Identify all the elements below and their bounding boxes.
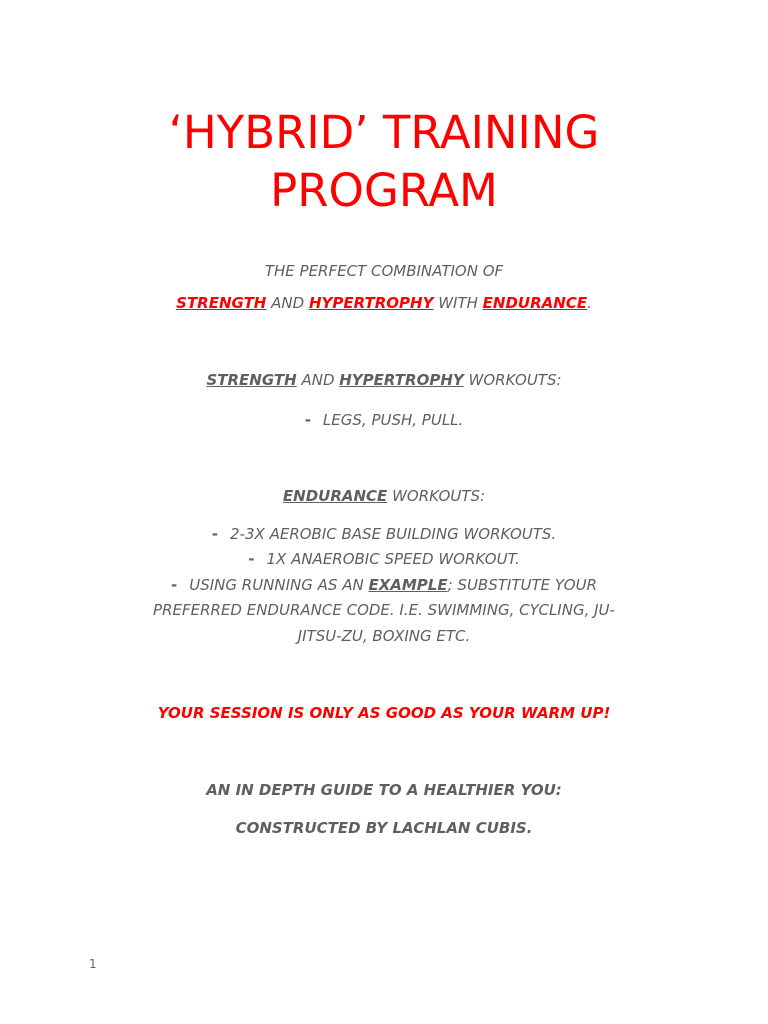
subtitle-line-2 — [0, 293, 768, 313]
strength-heading-strength: STRENGTH — [206, 371, 297, 389]
endurance-list-item-2 — [0, 549, 768, 569]
endurance-item-2-text: 1X ANAEROBIC SPEED WORKOUT. — [266, 550, 520, 568]
strength-list-item — [0, 410, 768, 430]
strength-heading-and: AND — [296, 371, 340, 389]
endurance-item-3-line-2: PREFERRED ENDURANCE CODE. I.E. SWIMMING, CYCLING, JU- — [153, 601, 615, 619]
bullet-dash: - — [304, 411, 311, 429]
subtitle-endurance: ENDURANCE — [482, 294, 588, 312]
guide-line: AN IN DEPTH GUIDE TO A HEALTHIER YOU: — [206, 781, 562, 799]
endurance-item-3-text-a: USING RUNNING AS AN — [189, 576, 369, 594]
endurance-item-3-line-3: JITSU-ZU, BOXING ETC. — [297, 627, 471, 645]
endurance-section-heading — [0, 486, 768, 506]
endurance-list-item-3 — [0, 575, 768, 595]
strength-heading-workouts: WORKOUTS: — [463, 371, 562, 389]
strength-heading-hypertrophy: HYPERTROPHY — [339, 371, 464, 389]
document-title-line-2: PROGRAM — [270, 164, 498, 217]
page-number: 1 — [89, 957, 97, 971]
subtitle-strength: STRENGTH — [176, 294, 267, 312]
bullet-dash: - — [171, 576, 178, 594]
bullet-dash: - — [248, 550, 255, 568]
subtitle-and: AND — [266, 294, 309, 312]
subtitle-with: WITH — [433, 294, 483, 312]
subtitle-line-1: THE PERFECT COMBINATION OF — [264, 262, 504, 280]
document-title-line-1: ‘HYBRID’ TRAINING — [168, 106, 600, 159]
endurance-list-item-1 — [0, 524, 768, 544]
subtitle-period: . — [587, 294, 592, 312]
endurance-item-1-text: 2-3X AEROBIC BASE BUILDING WORKOUTS. — [230, 525, 557, 543]
endurance-item-3-example: EXAMPLE — [368, 576, 448, 594]
endurance-heading-label: ENDURANCE — [282, 487, 388, 505]
bullet-dash: - — [211, 525, 219, 543]
author-line: CONSTRUCTED BY LACHLAN CUBIS. — [235, 819, 533, 837]
endurance-heading-workouts: WORKOUTS: — [387, 487, 486, 505]
strength-item-text: LEGS, PUSH, PULL. — [322, 411, 464, 429]
subtitle-hypertrophy: HYPERTROPHY — [308, 294, 434, 312]
strength-section-heading — [0, 370, 768, 390]
endurance-item-3-text-b: ; SUBSTITUTE YOUR — [447, 576, 597, 594]
warmup-note: YOUR SESSION IS ONLY AS GOOD AS YOUR WARM UP! — [157, 704, 611, 722]
